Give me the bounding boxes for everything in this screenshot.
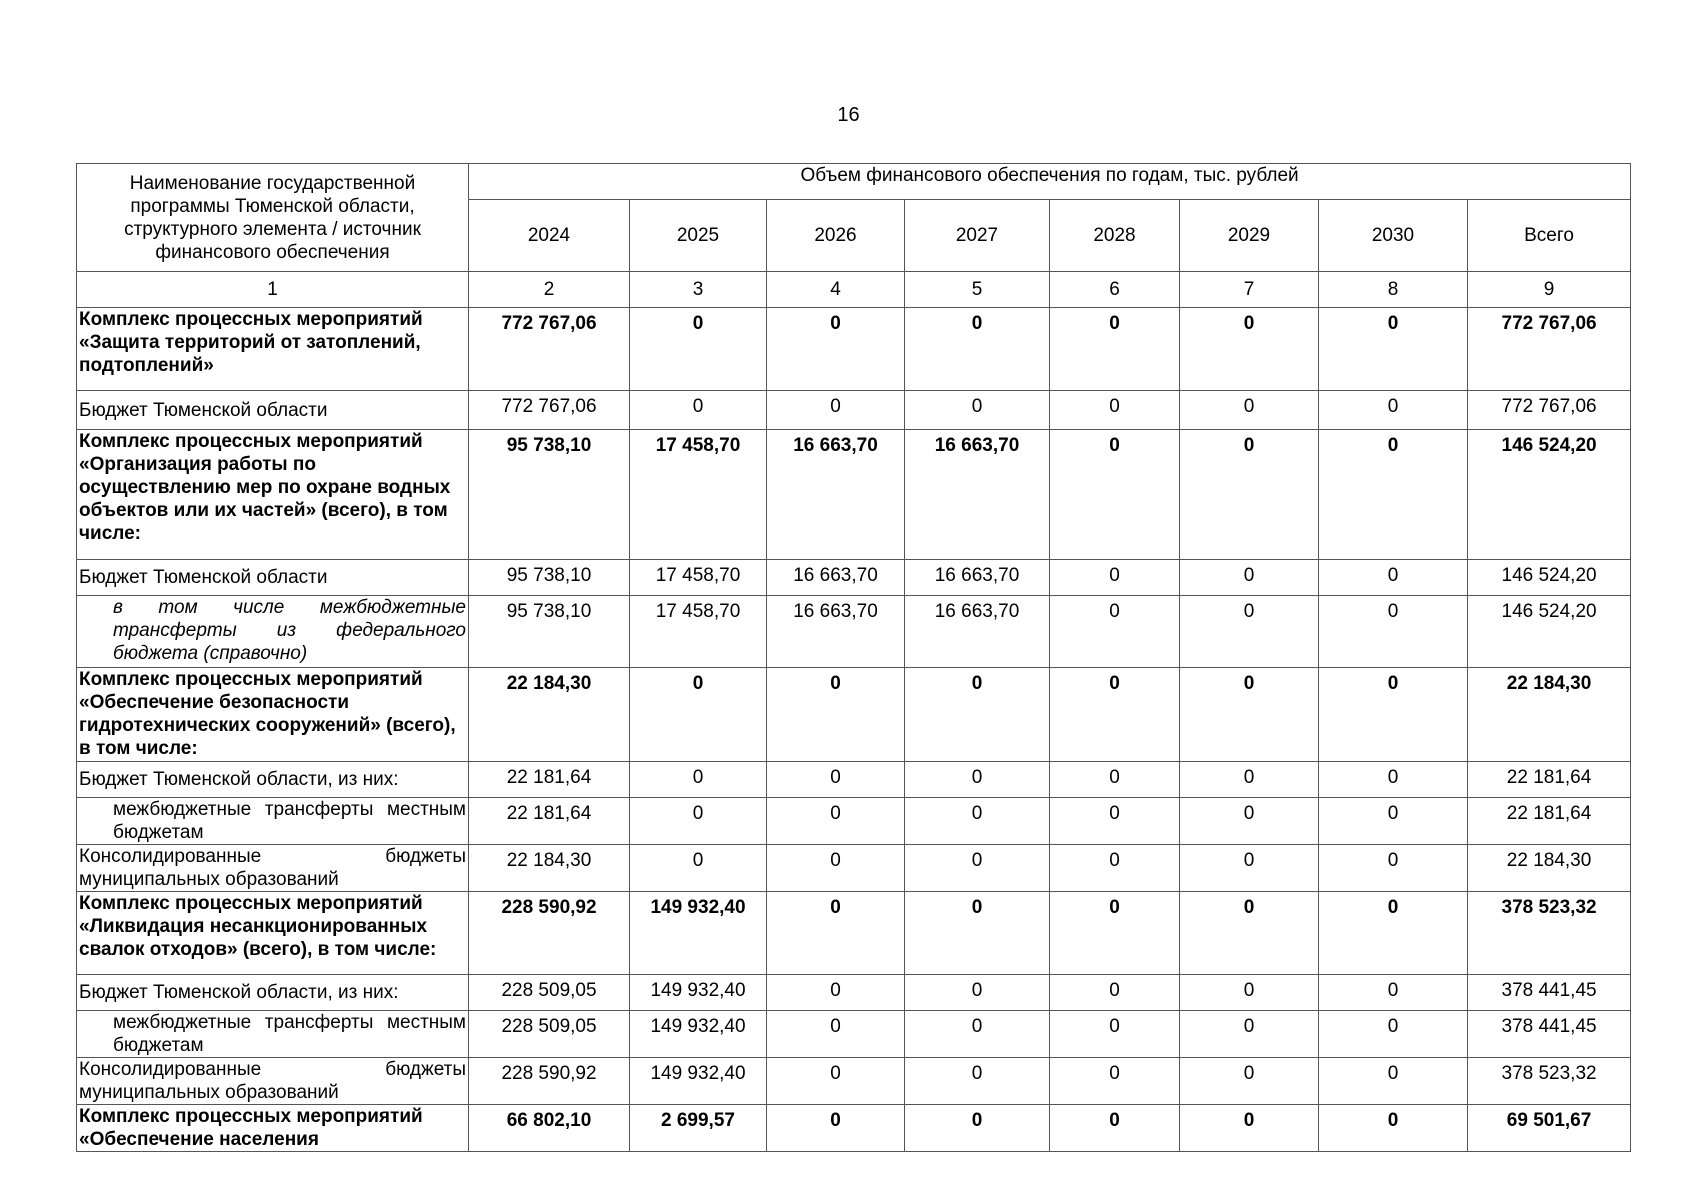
cell-value: 22 184,30 <box>1468 845 1631 892</box>
cell-value: 16 663,70 <box>767 430 905 560</box>
cell-value: 0 <box>1050 892 1180 975</box>
cell-value: 0 <box>1050 596 1180 668</box>
column-number: 1 <box>77 272 469 308</box>
cell-value: 0 <box>1319 668 1468 762</box>
cell-value: 0 <box>1319 975 1468 1011</box>
table-row <box>77 762 1631 798</box>
year-header: 2024 <box>469 200 630 272</box>
cell-value: 0 <box>1180 1105 1319 1152</box>
cell-value: 146 524,20 <box>1468 430 1631 560</box>
cell-value: 0 <box>767 1011 905 1058</box>
cell-value: 228 590,92 <box>469 892 630 975</box>
cell-value: 0 <box>1050 668 1180 762</box>
total-header: Всего <box>1468 200 1631 272</box>
cell-value: 17 458,70 <box>630 596 767 668</box>
row-name: Бюджет Тюменской области, из них: <box>77 762 469 798</box>
cell-value: 0 <box>1180 1011 1319 1058</box>
cell-value: 0 <box>905 798 1050 845</box>
cell-value: 16 663,70 <box>905 430 1050 560</box>
table-row <box>77 1058 1631 1105</box>
column-number: 5 <box>905 272 1050 308</box>
cell-value: 22 181,64 <box>469 762 630 798</box>
cell-value: 0 <box>1180 430 1319 560</box>
column-number: 7 <box>1180 272 1319 308</box>
cell-value: 0 <box>1050 1058 1180 1105</box>
cell-value: 0 <box>905 308 1050 391</box>
row-name: Комплекс процессных мероприятий «Защита территорий от затоплений, подтоплений» <box>77 308 469 391</box>
table-row <box>77 560 1631 596</box>
cell-value: 0 <box>905 1011 1050 1058</box>
cell-value: 17 458,70 <box>630 560 767 596</box>
cell-value: 0 <box>905 668 1050 762</box>
cell-value: 22 184,30 <box>1468 668 1631 762</box>
cell-value: 0 <box>767 1105 905 1152</box>
row-name: Консолидированные бюджеты муниципальных образований <box>77 845 469 892</box>
cell-value: 0 <box>767 308 905 391</box>
year-header: 2028 <box>1050 200 1180 272</box>
cell-value: 22 181,64 <box>1468 798 1631 845</box>
cell-value: 0 <box>1319 892 1468 975</box>
cell-value: 0 <box>905 892 1050 975</box>
row-name: Консолидированные бюджеты муниципальных образований <box>77 1058 469 1105</box>
cell-value: 378 523,32 <box>1468 1058 1631 1105</box>
cell-value: 95 738,10 <box>469 430 630 560</box>
row-name: межбюджетные трансферты местным бюджетам <box>77 1011 469 1058</box>
cell-value: 0 <box>1319 798 1468 845</box>
cell-value: 0 <box>1319 391 1468 430</box>
cell-value: 0 <box>905 1105 1050 1152</box>
table-row <box>77 845 1631 892</box>
cell-value: 149 932,40 <box>630 892 767 975</box>
table-row <box>77 668 1631 762</box>
header-name-column: Наименование государственной программы Тюменской области, структурного элемента / источник финансового обеспечения <box>77 164 469 272</box>
row-name: Комплекс процессных мероприятий «Ликвидация несанкционированных свалок отходов» (всего), в том числе: <box>77 892 469 975</box>
cell-value: 772 767,06 <box>1468 308 1631 391</box>
cell-value: 228 590,92 <box>469 1058 630 1105</box>
cell-value: 0 <box>905 975 1050 1011</box>
table-row <box>77 1105 1631 1152</box>
cell-value: 0 <box>1050 798 1180 845</box>
cell-value: 0 <box>1180 391 1319 430</box>
cell-value: 0 <box>630 762 767 798</box>
cell-value: 0 <box>1319 762 1468 798</box>
cell-value: 0 <box>767 391 905 430</box>
table-row <box>77 975 1631 1011</box>
cell-value: 0 <box>1050 1105 1180 1152</box>
cell-value: 146 524,20 <box>1468 596 1631 668</box>
column-numbers-row <box>77 272 1631 308</box>
cell-value: 22 184,30 <box>469 668 630 762</box>
cell-value: 0 <box>767 845 905 892</box>
table-row <box>77 430 1631 560</box>
cell-value: 149 932,40 <box>630 1011 767 1058</box>
cell-value: 0 <box>1180 845 1319 892</box>
table-row <box>77 308 1631 391</box>
cell-value: 0 <box>905 762 1050 798</box>
cell-value: 0 <box>767 762 905 798</box>
row-name: Комплекс процессных мероприятий «Организация работы по осуществлению мер по охране водных объектов или их частей» (всего), в том числе: <box>77 430 469 560</box>
cell-value: 772 767,06 <box>469 308 630 391</box>
cell-value: 0 <box>1180 668 1319 762</box>
cell-value: 95 738,10 <box>469 596 630 668</box>
cell-value: 0 <box>905 391 1050 430</box>
cell-value: 0 <box>1180 798 1319 845</box>
cell-value: 0 <box>767 798 905 845</box>
cell-value: 0 <box>767 975 905 1011</box>
cell-value: 0 <box>1050 845 1180 892</box>
year-header: 2025 <box>630 200 767 272</box>
financing-table <box>76 163 1631 1152</box>
cell-value: 0 <box>1180 596 1319 668</box>
row-name: Комплекс процессных мероприятий «Обеспечение населения <box>77 1105 469 1152</box>
cell-value: 0 <box>1319 430 1468 560</box>
cell-value: 0 <box>767 1058 905 1105</box>
cell-value: 0 <box>905 845 1050 892</box>
column-number: 9 <box>1468 272 1631 308</box>
cell-value: 0 <box>1319 308 1468 391</box>
page-number: 16 <box>837 104 860 126</box>
year-header: 2030 <box>1319 200 1468 272</box>
row-name: в том числе межбюджетные трансферты из федерального бюджета (справочно) <box>77 596 469 668</box>
cell-value: 22 184,30 <box>469 845 630 892</box>
cell-value: 66 802,10 <box>469 1105 630 1152</box>
column-number: 6 <box>1050 272 1180 308</box>
cell-value: 0 <box>1319 1058 1468 1105</box>
cell-value: 69 501,67 <box>1468 1105 1631 1152</box>
column-number: 4 <box>767 272 905 308</box>
cell-value: 0 <box>1319 596 1468 668</box>
header-row <box>77 164 1631 200</box>
table-row <box>77 798 1631 845</box>
column-number: 8 <box>1319 272 1468 308</box>
cell-value: 0 <box>1319 560 1468 596</box>
cell-value: 0 <box>1319 845 1468 892</box>
row-name: Комплекс процессных мероприятий «Обеспечение безопасности гидротехнических сооружений» (всего), в том числе: <box>77 668 469 762</box>
cell-value: 16 663,70 <box>767 560 905 596</box>
table-row <box>77 892 1631 975</box>
cell-value: 0 <box>1050 560 1180 596</box>
cell-value: 0 <box>630 391 767 430</box>
table-row <box>77 391 1631 430</box>
cell-value: 378 523,32 <box>1468 892 1631 975</box>
cell-value: 0 <box>1050 430 1180 560</box>
cell-value: 0 <box>1319 1105 1468 1152</box>
cell-value: 0 <box>767 668 905 762</box>
cell-value: 228 509,05 <box>469 1011 630 1058</box>
cell-value: 0 <box>1050 1011 1180 1058</box>
cell-value: 772 767,06 <box>469 391 630 430</box>
table-row <box>77 596 1631 668</box>
cell-value: 95 738,10 <box>469 560 630 596</box>
cell-value: 0 <box>1180 560 1319 596</box>
cell-value: 0 <box>630 668 767 762</box>
cell-value: 0 <box>1050 762 1180 798</box>
cell-value: 146 524,20 <box>1468 560 1631 596</box>
header-volume-title: Объем финансового обеспечения по годам, тыс. рублей <box>469 164 1631 200</box>
cell-value: 16 663,70 <box>905 596 1050 668</box>
year-header: 2027 <box>905 200 1050 272</box>
cell-value: 0 <box>1180 892 1319 975</box>
year-header: 2026 <box>767 200 905 272</box>
cell-value: 149 932,40 <box>630 1058 767 1105</box>
cell-value: 772 767,06 <box>1468 391 1631 430</box>
cell-value: 378 441,45 <box>1468 1011 1631 1058</box>
column-number: 2 <box>469 272 630 308</box>
cell-value: 0 <box>630 308 767 391</box>
cell-value: 0 <box>1050 308 1180 391</box>
cell-value: 22 181,64 <box>1468 762 1631 798</box>
column-number: 3 <box>630 272 767 308</box>
cell-value: 0 <box>905 1058 1050 1105</box>
cell-value: 0 <box>1180 308 1319 391</box>
cell-value: 149 932,40 <box>630 975 767 1011</box>
cell-value: 228 509,05 <box>469 975 630 1011</box>
cell-value: 0 <box>1050 391 1180 430</box>
cell-value: 0 <box>1180 975 1319 1011</box>
row-name: Бюджет Тюменской области, из них: <box>77 975 469 1011</box>
cell-value: 0 <box>767 892 905 975</box>
cell-value: 16 663,70 <box>767 596 905 668</box>
cell-value: 0 <box>1050 975 1180 1011</box>
cell-value: 16 663,70 <box>905 560 1050 596</box>
cell-value: 378 441,45 <box>1468 975 1631 1011</box>
cell-value: 17 458,70 <box>630 430 767 560</box>
cell-value: 0 <box>1180 1058 1319 1105</box>
row-name: Бюджет Тюменской области <box>77 391 469 430</box>
cell-value: 0 <box>630 845 767 892</box>
cell-value: 22 181,64 <box>469 798 630 845</box>
cell-value: 0 <box>630 798 767 845</box>
row-name: межбюджетные трансферты местным бюджетам <box>77 798 469 845</box>
cell-value: 0 <box>1180 762 1319 798</box>
cell-value: 2 699,57 <box>630 1105 767 1152</box>
table-row <box>77 1011 1631 1058</box>
year-header: 2029 <box>1180 200 1319 272</box>
cell-value: 0 <box>1319 1011 1468 1058</box>
row-name: Бюджет Тюменской области <box>77 560 469 596</box>
